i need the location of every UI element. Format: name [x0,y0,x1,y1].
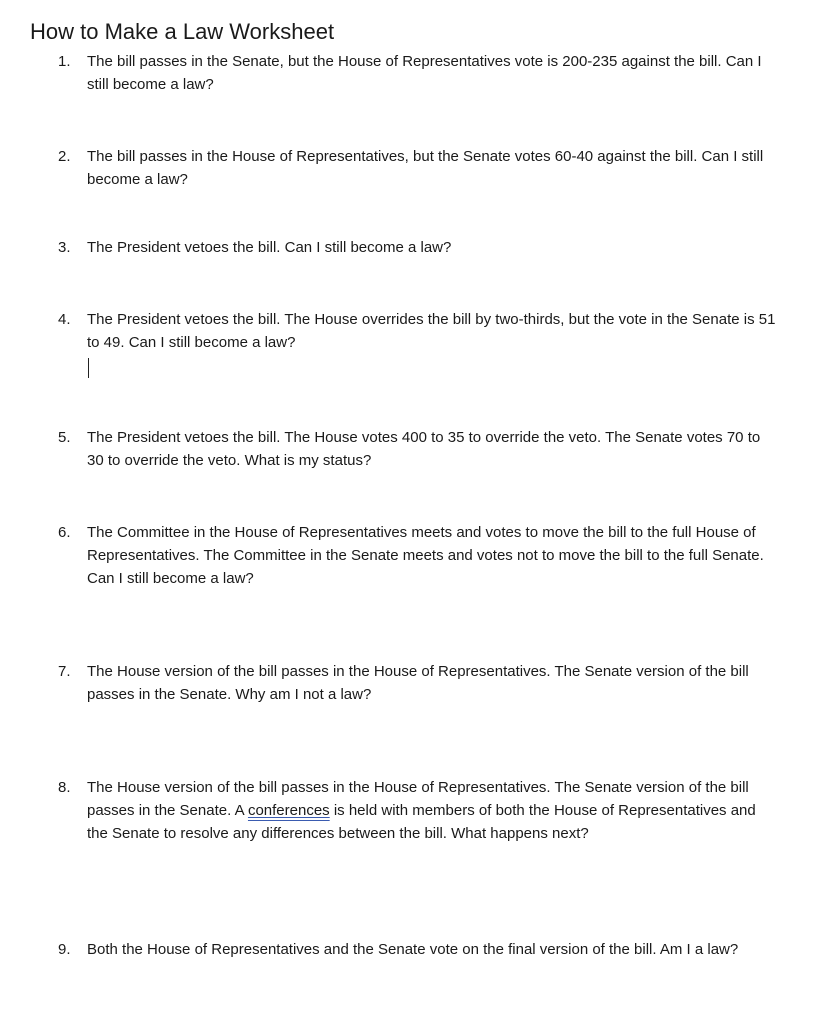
question-4 [58,308,778,354]
question-text: The President vetoes the bill. The House overrides the bill by two-thirds, but the vote in the Senate is 51 to 49. Can I still become a law? [87,311,776,351]
document-title: How to Make a Law Worksheet [30,19,335,44]
question-number: 3. [58,239,71,256]
question-text: The Committee in the House of Representatives meets and votes to move the bill to the full House of Representatives. The Committee in the Senate meets and votes not to move the bill to the full Senate. Can I still become a law? [87,524,764,587]
question-5 [58,426,778,472]
question-number: 6. [58,524,71,541]
question-text: The bill passes in the House of Representatives, but the Senate votes 60-40 against the bill. Can I still become a law? [87,148,764,188]
question-number: 8. [58,779,71,796]
question-text: The House version of the bill passes in the House of Representatives. The Senate version of the bill passes in the Senate. Why am I not a law? [87,663,749,703]
question-text: The President vetoes the bill. Can I still become a law? [87,239,452,256]
question-text: The President vetoes the bill. The House votes 400 to 35 to override the veto. The Senate votes 70 to 30 to override the veto. What is my status? [87,429,761,469]
question-number: 2. [58,148,71,165]
question-number: 9. [58,941,71,958]
question-text [87,776,778,845]
question-number: 4. [58,311,71,328]
question-7 [58,660,778,706]
grammar-flagged-word[interactable]: conferences [247,802,330,819]
question-text-part: is held with members of both the House of Representatives and the Senate to resolve any differences between the bill. What happens next? [87,802,756,842]
question-text: The bill passes in the Senate, but the House of Representatives vote is 200-235 against the bill. Can I still become a law? [87,53,762,93]
question-number: 5. [58,429,71,446]
question-number: 1. [58,53,71,70]
question-6 [58,521,778,590]
question-2 [58,145,778,191]
question-8 [58,776,778,845]
question-3 [58,236,778,259]
text-cursor [88,358,89,378]
question-text: Both the House of Representatives and the Senate vote on the final version of the bill. Am I a law? [87,941,739,958]
question-1 [58,50,778,96]
question-9 [58,938,778,961]
question-text-part: The House version of the bill passes in the House of Representatives. The Senate version of the bill passes in the Senate. A [87,779,749,819]
question-number: 7. [58,663,71,680]
